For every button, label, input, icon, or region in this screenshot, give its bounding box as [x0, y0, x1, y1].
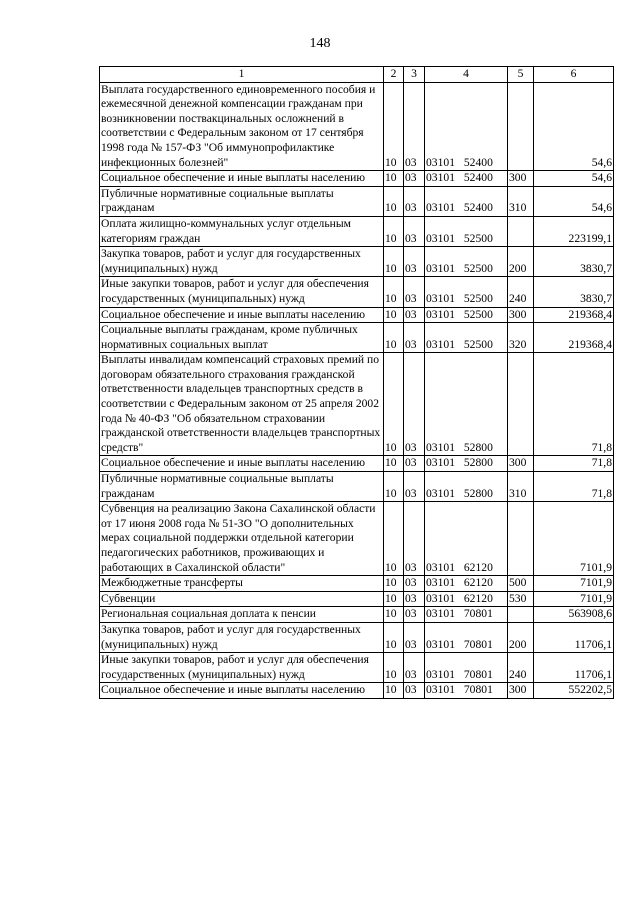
row-subsection: 03: [404, 502, 425, 576]
budget-table: [99, 66, 614, 699]
row-section: 10: [384, 683, 404, 699]
row-description: Оплата жилищно-коммунальных услуг отдельным категориям граждан: [100, 216, 384, 246]
row-amount: 71,8: [534, 472, 614, 502]
row-amount: 54,6: [534, 82, 614, 171]
row-target-article: 03101 52400: [425, 82, 508, 171]
row-expense-type: 530: [508, 591, 534, 607]
row-target-article: 03101 52500: [425, 277, 508, 307]
row-description: Выплаты инвалидам компенсаций страховых премий по договорам обязательного страхования гражданской ответственности владельцев транспортных средств в соответствии с Федеральным законом от 25 апреля 2002 года № 40-ФЗ "Об обязательном страховании гражданской ответственности владельцев транспортных средств": [100, 353, 384, 456]
row-subsection: 03: [404, 323, 425, 353]
table-row: [100, 607, 614, 623]
row-section: 10: [384, 247, 404, 277]
row-subsection: 03: [404, 472, 425, 502]
table-row: [100, 622, 614, 652]
table-row: [100, 323, 614, 353]
row-expense-type: 310: [508, 186, 534, 216]
row-amount: 11706,1: [534, 622, 614, 652]
row-description: Социальное обеспечение и иные выплаты населению: [100, 307, 384, 323]
row-expense-type: 300: [508, 683, 534, 699]
row-section: 10: [384, 591, 404, 607]
row-section: 10: [384, 171, 404, 187]
row-subsection: 03: [404, 216, 425, 246]
header-cell: 5: [508, 67, 534, 83]
table-row: [100, 307, 614, 323]
row-expense-type: 300: [508, 307, 534, 323]
row-expense-type: [508, 607, 534, 623]
row-description: Социальные выплаты гражданам, кроме публичных нормативных социальных выплат: [100, 323, 384, 353]
row-target-article: 03101 62120: [425, 591, 508, 607]
table-row: [100, 247, 614, 277]
row-amount: 54,6: [534, 186, 614, 216]
header-cell: 2: [384, 67, 404, 83]
row-subsection: 03: [404, 247, 425, 277]
row-target-article: 03101 70801: [425, 653, 508, 683]
row-section: 10: [384, 307, 404, 323]
row-target-article: 03101 52800: [425, 472, 508, 502]
row-section: 10: [384, 653, 404, 683]
header-cell: 3: [404, 67, 425, 83]
row-amount: 11706,1: [534, 653, 614, 683]
row-description: Социальное обеспечение и иные выплаты населению: [100, 171, 384, 187]
row-amount: 54,6: [534, 171, 614, 187]
row-target-article: 03101 70801: [425, 683, 508, 699]
row-target-article: 03101 62120: [425, 502, 508, 576]
row-target-article: 03101 52500: [425, 216, 508, 246]
row-description: Закупка товаров, работ и услуг для государственных (муниципальных) нужд: [100, 247, 384, 277]
row-section: 10: [384, 82, 404, 171]
row-expense-type: 200: [508, 247, 534, 277]
header-cell: 1: [100, 67, 384, 83]
row-description: Субвенции: [100, 591, 384, 607]
row-expense-type: [508, 216, 534, 246]
row-target-article: 03101 52400: [425, 171, 508, 187]
row-section: 10: [384, 323, 404, 353]
row-target-article: 03101 52800: [425, 353, 508, 456]
row-subsection: 03: [404, 171, 425, 187]
row-subsection: 03: [404, 307, 425, 323]
row-amount: 3830,7: [534, 277, 614, 307]
row-subsection: 03: [404, 353, 425, 456]
row-expense-type: [508, 82, 534, 171]
table-row: [100, 353, 614, 456]
row-description: Публичные нормативные социальные выплаты гражданам: [100, 472, 384, 502]
row-expense-type: [508, 502, 534, 576]
row-amount: 7101,9: [534, 502, 614, 576]
table-row: [100, 456, 614, 472]
row-subsection: 03: [404, 591, 425, 607]
row-section: 10: [384, 277, 404, 307]
row-section: 10: [384, 186, 404, 216]
page-number: 148: [309, 36, 331, 51]
row-target-article: 03101 70801: [425, 622, 508, 652]
row-section: 10: [384, 456, 404, 472]
row-amount: 71,8: [534, 456, 614, 472]
row-section: 10: [384, 576, 404, 592]
table-row: [100, 576, 614, 592]
row-subsection: 03: [404, 653, 425, 683]
row-expense-type: 310: [508, 472, 534, 502]
table-row: [100, 82, 614, 171]
table-row: [100, 277, 614, 307]
row-subsection: 03: [404, 277, 425, 307]
row-subsection: 03: [404, 607, 425, 623]
table-row: [100, 472, 614, 502]
row-subsection: 03: [404, 622, 425, 652]
row-expense-type: 300: [508, 171, 534, 187]
row-target-article: 03101 62120: [425, 576, 508, 592]
row-subsection: 03: [404, 456, 425, 472]
row-description: Закупка товаров, работ и услуг для государственных (муниципальных) нужд: [100, 622, 384, 652]
row-amount: 7101,9: [534, 576, 614, 592]
row-expense-type: 320: [508, 323, 534, 353]
table-row: [100, 653, 614, 683]
row-expense-type: 240: [508, 277, 534, 307]
row-description: Иные закупки товаров, работ и услуг для обеспечения государственных (муниципальных) нужд: [100, 653, 384, 683]
row-section: 10: [384, 353, 404, 456]
row-target-article: 03101 52500: [425, 247, 508, 277]
row-amount: 223199,1: [534, 216, 614, 246]
row-subsection: 03: [404, 576, 425, 592]
row-target-article: 03101 52800: [425, 456, 508, 472]
row-amount: 552202,5: [534, 683, 614, 699]
table-header-row: [100, 67, 614, 83]
row-amount: 7101,9: [534, 591, 614, 607]
row-description: Социальное обеспечение и иные выплаты населению: [100, 456, 384, 472]
row-section: 10: [384, 502, 404, 576]
row-description: Выплата государственного единовременного пособия и ежемесячной денежной компенсации гражданам при возникновении поствакцинальных осложнений в соответствии с Федеральным законом от 17 сентября 1998 года № 157-ФЗ "Об иммунопрофилактике инфекционных болезней": [100, 82, 384, 171]
row-expense-type: 200: [508, 622, 534, 652]
row-expense-type: 500: [508, 576, 534, 592]
row-description: Региональная социальная доплата к пенсии: [100, 607, 384, 623]
row-target-article: 03101 52500: [425, 323, 508, 353]
row-subsection: 03: [404, 683, 425, 699]
row-expense-type: [508, 353, 534, 456]
row-amount: 71,8: [534, 353, 614, 456]
table-row: [100, 216, 614, 246]
row-section: 10: [384, 472, 404, 502]
table-row: [100, 591, 614, 607]
row-amount: 563908,6: [534, 607, 614, 623]
row-description: Публичные нормативные социальные выплаты гражданам: [100, 186, 384, 216]
table-row: [100, 683, 614, 699]
row-section: 10: [384, 216, 404, 246]
header-cell: 4: [425, 67, 508, 83]
header-cell: 6: [534, 67, 614, 83]
row-section: 10: [384, 622, 404, 652]
row-target-article: 03101 70801: [425, 607, 508, 623]
row-amount: 219368,4: [534, 323, 614, 353]
row-subsection: 03: [404, 186, 425, 216]
row-description: Субвенция на реализацию Закона Сахалинской области от 17 июня 2008 года № 51-ЗО "О дополнительных мерах социальной поддержки отдельной категории педагогических работников, проживающих и работающих в Сахалинской области": [100, 502, 384, 576]
row-description: Социальное обеспечение и иные выплаты населению: [100, 683, 384, 699]
row-description: Межбюджетные трансферты: [100, 576, 384, 592]
table-row: [100, 502, 614, 576]
row-expense-type: 300: [508, 456, 534, 472]
row-description: Иные закупки товаров, работ и услуг для обеспечения государственных (муниципальных) нужд: [100, 277, 384, 307]
row-target-article: 03101 52500: [425, 307, 508, 323]
row-subsection: 03: [404, 82, 425, 171]
row-amount: 3830,7: [534, 247, 614, 277]
table-row: [100, 186, 614, 216]
table-row: [100, 171, 614, 187]
row-amount: 219368,4: [534, 307, 614, 323]
row-target-article: 03101 52400: [425, 186, 508, 216]
row-expense-type: 240: [508, 653, 534, 683]
row-section: 10: [384, 607, 404, 623]
